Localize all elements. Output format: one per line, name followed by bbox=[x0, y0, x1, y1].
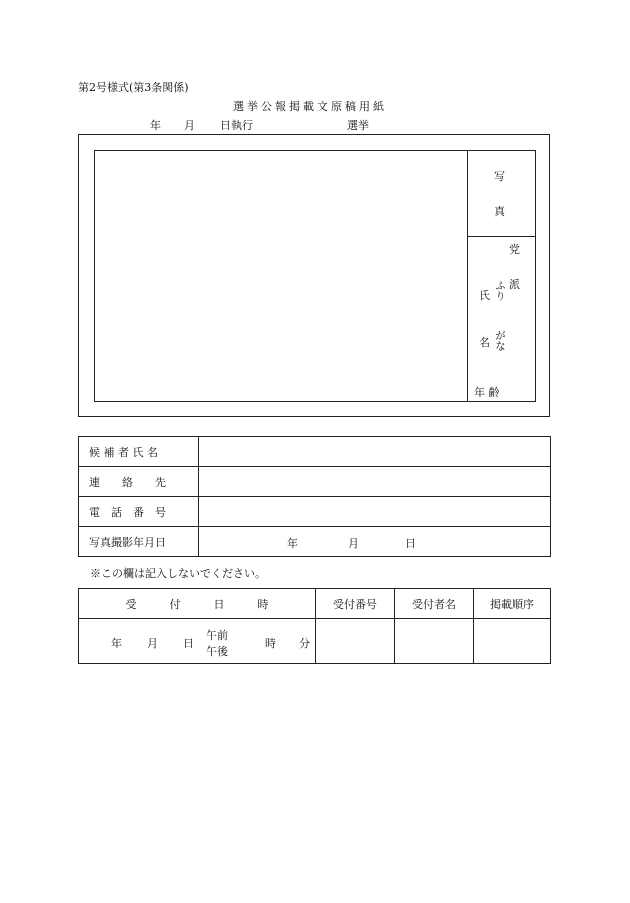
photo-year-label: 年 bbox=[287, 537, 298, 550]
candidate-name-label: 候 補 者 氏 名 bbox=[79, 437, 199, 467]
phone-label: 電 話 番 号 bbox=[79, 497, 199, 527]
photo-label-1: 写 bbox=[494, 170, 505, 183]
am-label: 午前 bbox=[206, 629, 228, 642]
execution-year-label: 年 bbox=[150, 119, 161, 132]
party-label-2: 派 bbox=[509, 278, 520, 291]
pm-label: 午後 bbox=[206, 645, 228, 658]
candidate-name-field[interactable] bbox=[199, 437, 551, 467]
receipt-number-header: 受付番号 bbox=[316, 589, 395, 619]
receiver-name-header: 受付者名 bbox=[395, 589, 474, 619]
age-label: 年 齢 bbox=[474, 386, 500, 399]
photo-day-label: 日 bbox=[405, 537, 416, 550]
photo-section-divider bbox=[467, 236, 536, 237]
name-label-1: 氏 bbox=[479, 289, 490, 302]
contact-label: 連 絡 先 bbox=[79, 467, 199, 497]
manuscript-writing-area[interactable] bbox=[94, 150, 536, 402]
minute-label: 分 bbox=[299, 637, 310, 650]
contact-field[interactable] bbox=[199, 467, 551, 497]
publication-order-header: 掲載順序 bbox=[474, 589, 551, 619]
table-row bbox=[79, 619, 551, 664]
furigana-label-1: ふり bbox=[494, 280, 506, 301]
table-row bbox=[79, 437, 551, 467]
office-use-note: ※この欄は記入しないでください。 bbox=[90, 567, 266, 580]
reception-table bbox=[78, 588, 551, 664]
party-label-1: 党 bbox=[509, 243, 520, 256]
received-year-label: 年 bbox=[111, 637, 122, 650]
photo-date-label: 写真撮影年月日 bbox=[79, 527, 199, 557]
received-month-label: 月 bbox=[147, 637, 158, 650]
form-number: 第2号様式(第3条関係) bbox=[78, 81, 189, 94]
receipt-number-field[interactable] bbox=[316, 619, 395, 664]
publication-order-field[interactable] bbox=[474, 619, 551, 664]
hour-label: 時 bbox=[265, 637, 276, 650]
execution-month-label: 月 bbox=[184, 119, 195, 132]
furigana-label-2: がな bbox=[494, 330, 506, 351]
photo-date-field[interactable] bbox=[199, 527, 551, 557]
table-row bbox=[79, 589, 551, 619]
received-day-label: 日 bbox=[183, 637, 194, 650]
received-datetime-header: 受 付 日 時 bbox=[79, 589, 316, 619]
photo-label-2: 真 bbox=[494, 205, 505, 218]
photo-column-divider bbox=[467, 150, 468, 402]
name-label-2: 名 bbox=[479, 336, 490, 349]
page-title: 選挙公報掲載文原稿用紙 bbox=[233, 100, 387, 113]
photo-month-label: 月 bbox=[348, 537, 359, 550]
phone-field[interactable] bbox=[199, 497, 551, 527]
table-row bbox=[79, 497, 551, 527]
election-label: 選挙 bbox=[347, 119, 369, 132]
table-row bbox=[79, 527, 551, 557]
table-row bbox=[79, 467, 551, 497]
execution-day-label: 日執行 bbox=[220, 119, 253, 132]
receiver-name-field[interactable] bbox=[395, 619, 474, 664]
received-datetime-field[interactable] bbox=[79, 619, 316, 664]
candidate-info-table bbox=[78, 436, 551, 557]
